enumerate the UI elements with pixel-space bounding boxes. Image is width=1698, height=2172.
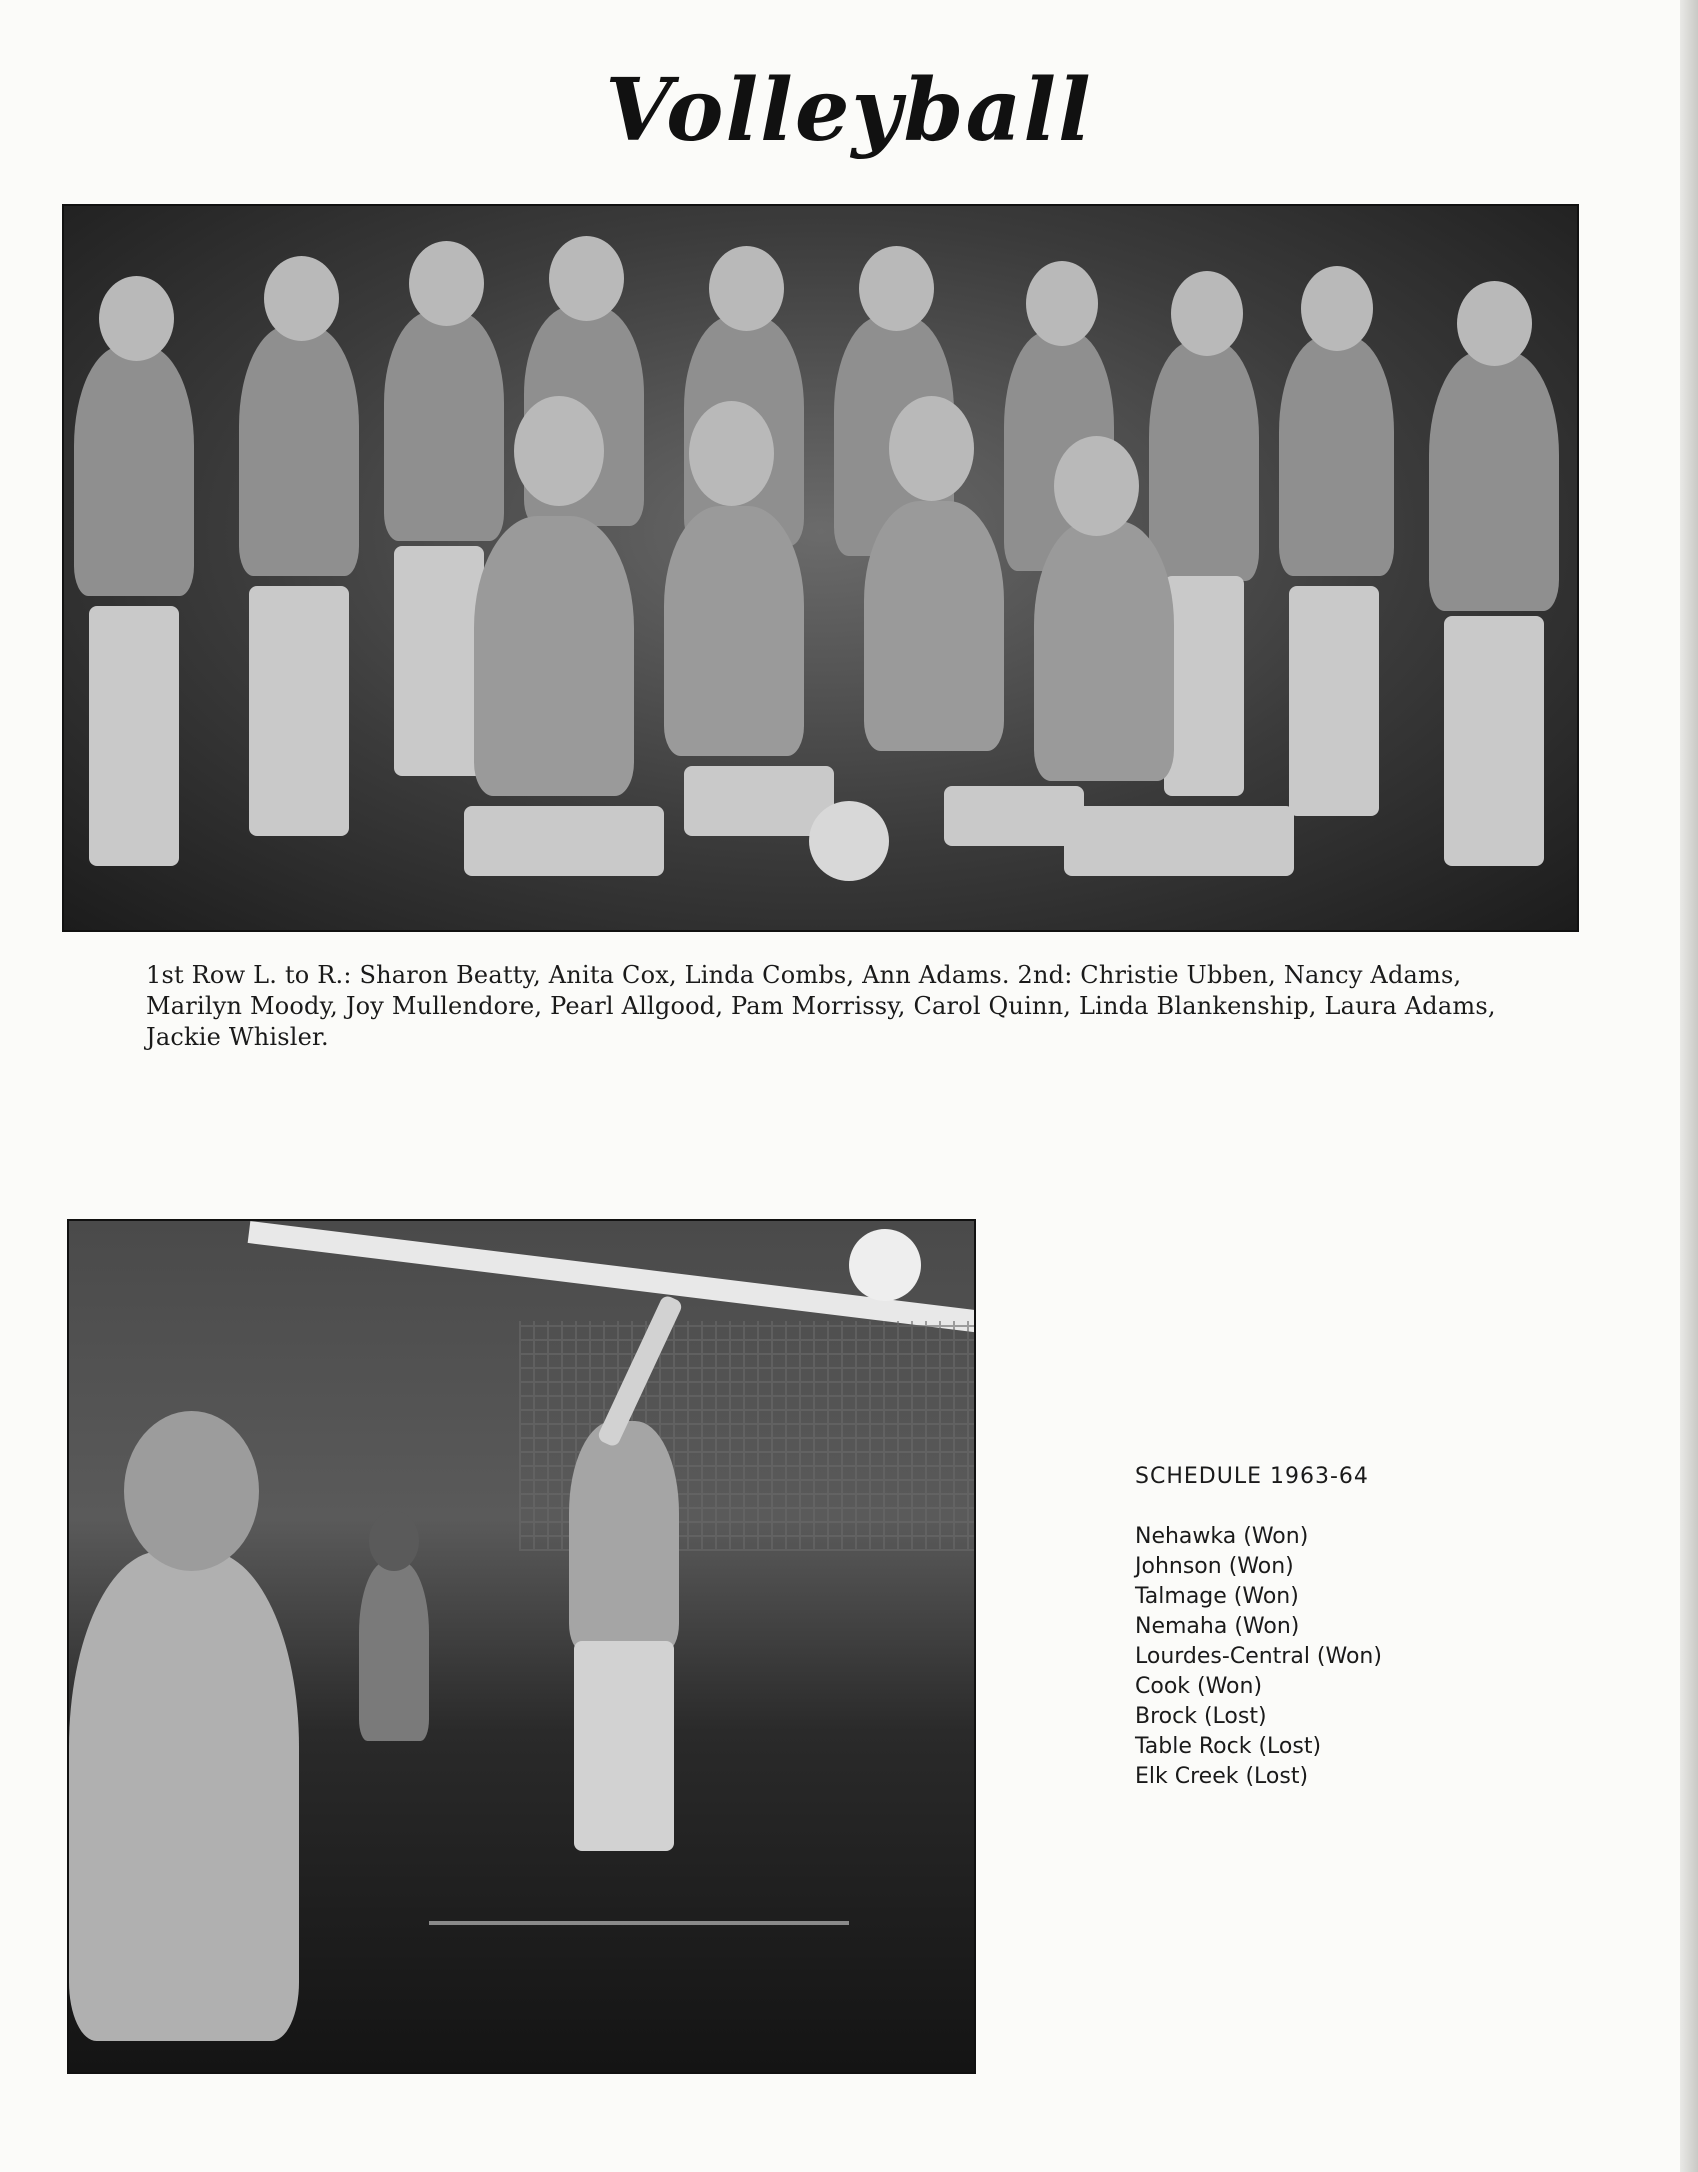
player-legs <box>1064 806 1294 876</box>
court-line <box>429 1921 849 1925</box>
player-legs <box>464 806 664 876</box>
player-legs <box>574 1641 674 1851</box>
photo-caption: 1st Row L. to R.: Sharon Beatty, Anita Cox, Linda Combs, Ann Adams. 2nd: Christie Ubben, Nancy Adams, Marilyn Moody, Joy Mullendore, Pearl Allgood, Pam Morrissy, Carol Quinn, Linda Blankenship, Laura Adams, Jackie Whisler. <box>146 961 1496 1051</box>
team-photo <box>62 204 1579 932</box>
player-head <box>124 1411 259 1571</box>
player-legs <box>89 606 179 866</box>
player-figure <box>384 311 504 541</box>
page-edge <box>1680 0 1698 2172</box>
action-photo <box>67 1219 976 2074</box>
player-figure <box>359 1561 429 1741</box>
player-figure <box>74 346 194 596</box>
schedule-heading: SCHEDULE 1963-64 <box>1135 1464 1369 1489</box>
player-head <box>409 241 484 326</box>
volleyball <box>809 801 889 881</box>
player-head <box>1171 271 1243 356</box>
schedule-item: Brock (Lost) <box>1135 1704 1267 1729</box>
player-head <box>689 401 774 506</box>
page-title: Volleyball <box>605 60 1093 161</box>
volleyball <box>849 1229 921 1301</box>
player-head <box>99 276 174 361</box>
schedule-item: Johnson (Won) <box>1135 1554 1294 1579</box>
player-figure <box>474 516 634 796</box>
player-figure <box>1034 521 1174 781</box>
player-head <box>369 1511 419 1571</box>
player-legs <box>1289 586 1379 816</box>
schedule-item: Lourdes-Central (Won) <box>1135 1644 1382 1669</box>
player-head <box>1026 261 1098 346</box>
player-legs <box>944 786 1084 846</box>
player-head <box>514 396 604 506</box>
player-figure <box>239 326 359 576</box>
player-head <box>709 246 784 331</box>
player-figure <box>664 506 804 756</box>
player-figure <box>569 1421 679 1651</box>
player-figure <box>1149 341 1259 581</box>
player-legs <box>1444 616 1544 866</box>
player-head <box>549 236 624 321</box>
player-legs <box>249 586 349 836</box>
player-figure <box>864 501 1004 751</box>
player-legs <box>394 546 484 776</box>
player-figure <box>1429 351 1559 611</box>
player-head <box>264 256 339 341</box>
schedule-item: Cook (Won) <box>1135 1674 1263 1699</box>
schedule-item: Table Rock (Lost) <box>1135 1734 1322 1759</box>
player-head <box>859 246 934 331</box>
player-figure <box>1279 336 1394 576</box>
schedule-item: Nehawka (Won) <box>1135 1524 1309 1549</box>
player-legs <box>1164 576 1244 796</box>
schedule-item: Elk Creek (Lost) <box>1135 1764 1309 1789</box>
schedule <box>1135 1462 1555 1792</box>
schedule-item: Talmage (Won) <box>1135 1584 1299 1609</box>
schedule-item: Nemaha (Won) <box>1135 1614 1300 1639</box>
player-head <box>889 396 974 501</box>
player-head <box>1301 266 1373 351</box>
player-head <box>1457 281 1532 366</box>
player-figure <box>69 1551 299 2041</box>
player-head <box>1054 436 1139 536</box>
